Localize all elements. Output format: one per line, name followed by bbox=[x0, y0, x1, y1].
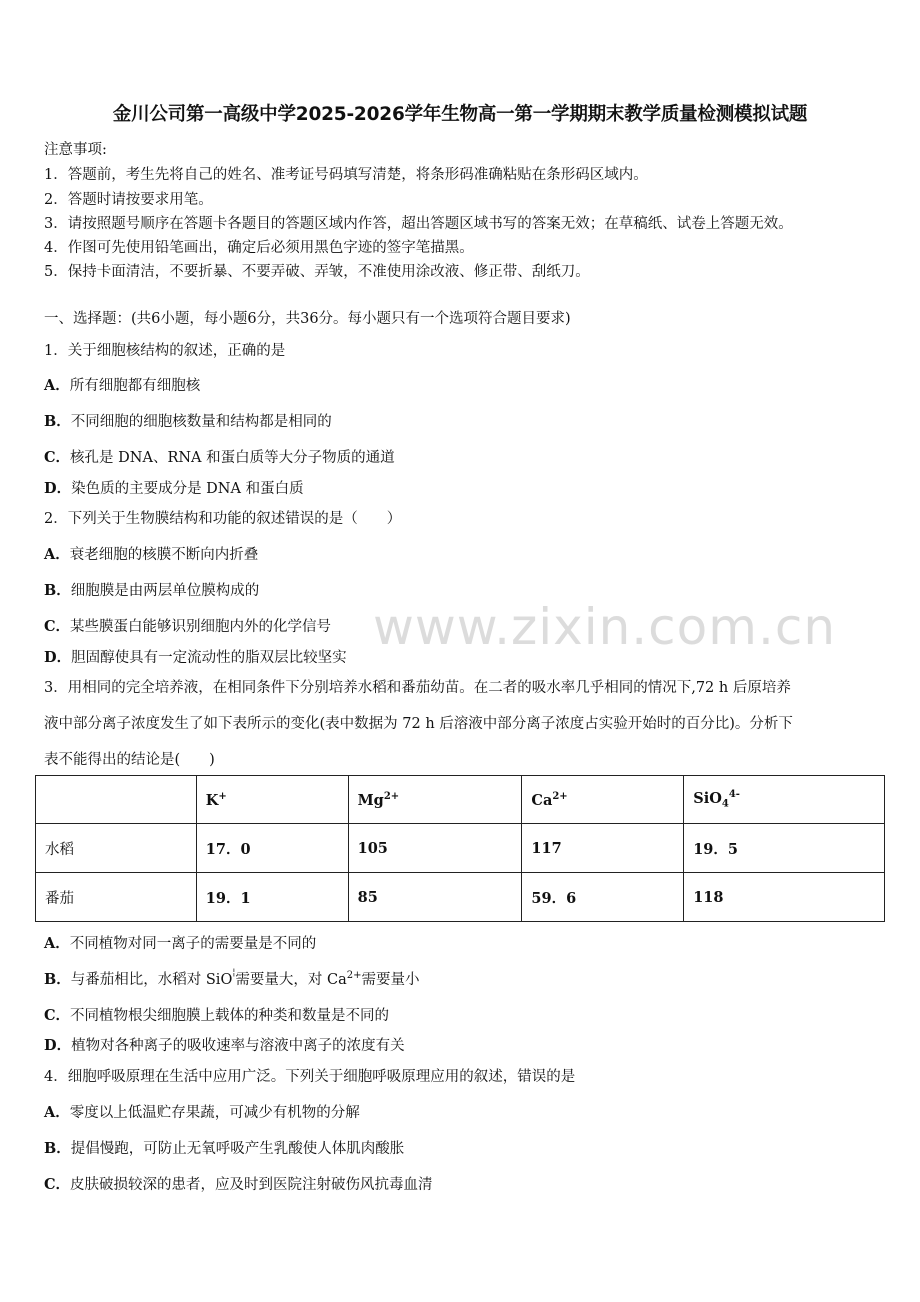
question-4-stem: 4．细胞呼吸原理在生活中应用广泛。下列关于细胞呼吸原理应用的叙述，错误的是 bbox=[44, 1069, 576, 1085]
question-1-option-b: B．不同细胞的细胞核数量和结构都是相同的 bbox=[44, 413, 332, 430]
table-cell: 17．0 bbox=[196, 824, 348, 873]
question-4-option-c: C．皮肤破损较深的患者，应及时到医院注射破伤风抗毒血清 bbox=[44, 1176, 433, 1193]
notice-item: 4．作图可先使用铅笔画出，确定后必须用黑色字迹的签字笔描黑。 bbox=[44, 240, 474, 256]
table-row bbox=[36, 873, 885, 922]
table-header-cell: SiO$_4^{4-}$ bbox=[684, 776, 885, 824]
notice-item: 3．请按照题号顺序在答题卡各题目的答题区域内作答，超出答题区域书写的答案无效；在草稿纸、试卷上答题无效。 bbox=[44, 216, 793, 232]
question-1-option-a: A．所有细胞都有细胞核 bbox=[44, 377, 201, 394]
table-cell: 118 bbox=[684, 873, 885, 922]
page-title: 金川公司第一高级中学2025-2026学年生物高一第一学期期末教学质量检测模拟试题 bbox=[112, 104, 808, 125]
question-3-option-a: A．不同植物对同一离子的需要量是不同的 bbox=[44, 935, 317, 952]
question-3-option-d: D．植物对各种离子的吸收速率与溶液中离子的浓度有关 bbox=[44, 1037, 405, 1054]
notice-item: 1．答题前，考生先将自己的姓名、准考证号码填写清楚，将条形码准确粘贴在条形码区域内。 bbox=[44, 167, 648, 183]
question-4-option-b: B．提倡慢跑，可防止无氧呼吸产生乳酸使人体肌肉酸胀 bbox=[44, 1140, 405, 1157]
table-header-cell: $Ca^{2+}$ bbox=[522, 776, 684, 824]
question-1-option-c: C．核孔是 DNA、RNA 和蛋白质等大分子物质的通道 bbox=[44, 449, 395, 466]
notice-item: 5．保持卡面清洁，不要折暴、不要弄破、弄皱，不准使用涂改液、修正带、刮纸刀。 bbox=[44, 264, 590, 280]
question-2-option-a: A．衰老细胞的核膜不断向内折叠 bbox=[44, 546, 259, 563]
question-3-stem-line: 3．用相同的完全培养液，在相同条件下分别培养水稻和番茄幼苗。在二者的吸水率几乎相同的情况下,72 h 后原培养 bbox=[44, 680, 791, 696]
question-3-stem-line: 表不能得出的结论是( ) bbox=[44, 752, 215, 768]
notice-item: 2．答题时请按要求用笔。 bbox=[44, 192, 213, 208]
table-header-cell: $Mg^{2+}$ bbox=[348, 776, 522, 824]
question-3-stem-line: 液中部分离子浓度发生了如下表所示的变化(表中数据为 72 h 后溶液中部分离子浓度占实验开始时的百分比)。分析下 bbox=[44, 716, 793, 732]
question-2-option-c: C．某些膜蛋白能够识别细胞内外的化学信号 bbox=[44, 618, 332, 635]
table-header-cell bbox=[36, 776, 197, 824]
watermark: www.zixin.com.cn bbox=[373, 598, 837, 656]
question-2-stem: 2．下列关于生物膜结构和功能的叙述错误的是（ ） bbox=[44, 511, 402, 527]
table-cell: 水稻 bbox=[36, 824, 197, 873]
table-cell: 105 bbox=[348, 824, 522, 873]
question-1-stem: 1．关于细胞核结构的叙述，正确的是 bbox=[44, 343, 286, 359]
section-heading: 一、选择题：(共6小题，每小题6分，共36分。每小题只有一个选项符合题目要求) bbox=[44, 311, 571, 327]
table-row bbox=[36, 824, 885, 873]
table-cell: 59．6 bbox=[522, 873, 684, 922]
question-3-option-c: C．不同植物根尖细胞膜上载体的种类和数量是不同的 bbox=[44, 1007, 390, 1024]
question-3-option-b: B．与番茄相比，水稻对 SiO¦需要量大，对 $Ca^{2+}$需要量小 bbox=[44, 968, 420, 988]
question-2-option-b: B．细胞膜是由两层单位膜构成的 bbox=[44, 582, 260, 599]
table-cell: 番茄 bbox=[36, 873, 197, 922]
table-cell: 19．1 bbox=[196, 873, 348, 922]
question-4-option-a: A．零度以上低温贮存果蔬，可减少有机物的分解 bbox=[44, 1104, 360, 1121]
table-cell: 117 bbox=[522, 824, 684, 873]
table-header-cell: K+ bbox=[196, 776, 348, 824]
table-cell: 85 bbox=[348, 873, 522, 922]
ion-concentration-table bbox=[35, 775, 885, 922]
notice-heading: 注意事项: bbox=[44, 142, 107, 158]
table-cell: 19．5 bbox=[684, 824, 885, 873]
table-header-row bbox=[36, 776, 885, 824]
question-1-option-d: D．染色质的主要成分是 DNA 和蛋白质 bbox=[44, 480, 304, 497]
question-2-option-d: D．胆固醇使具有一定流动性的脂双层比较坚实 bbox=[44, 649, 347, 666]
